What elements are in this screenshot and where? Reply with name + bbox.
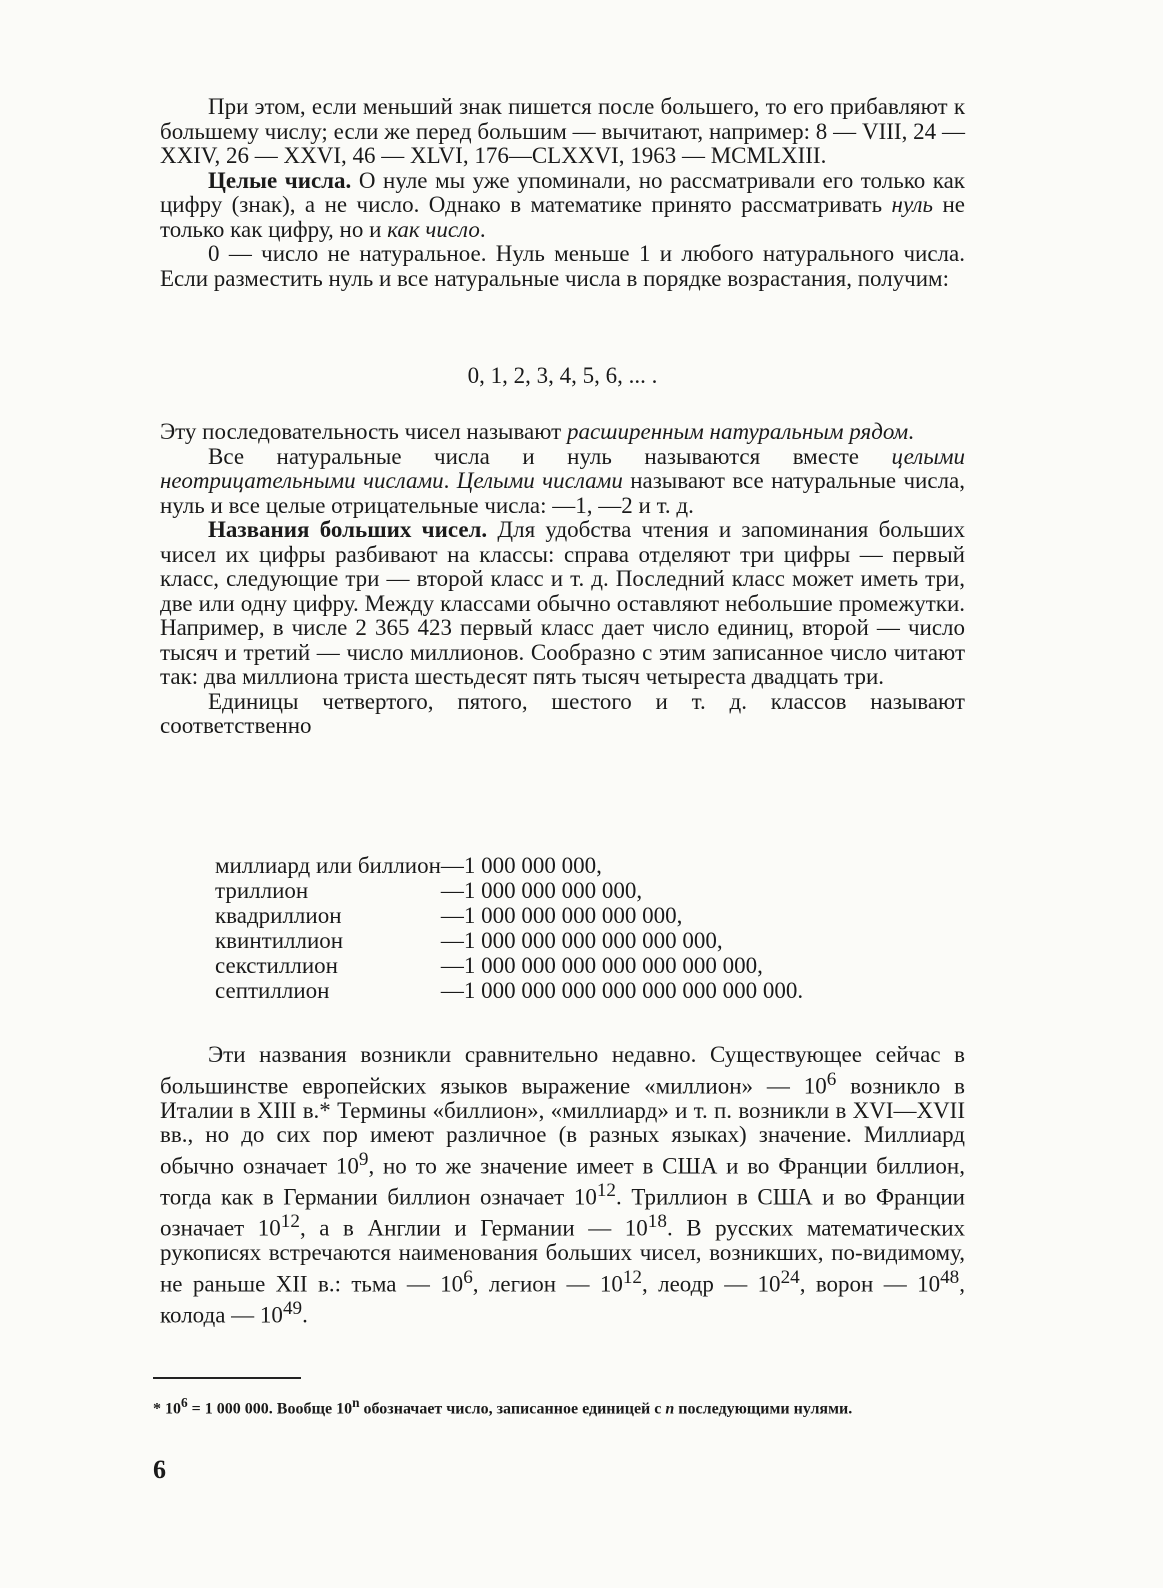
exponent: 12 [596,1179,616,1201]
exponent: 48 [940,1266,960,1288]
nonnegative-paragraph [160,445,965,519]
nonneg-text-b: . [443,468,457,493]
zero-term: нуль [891,192,934,217]
exponent: 24 [780,1266,800,1288]
unit-name: триллион [215,878,309,903]
exponent: 9 [358,1148,369,1170]
exponent: 49 [282,1297,303,1319]
text-block-top [160,95,965,291]
unit-dash: — [440,953,464,978]
nonneg-text-c: называют все натуральные числа, нуль и все целые отрицательные числа: —1, —2 и т. д. [160,468,966,518]
unit-name: квадриллион [215,903,342,928]
nonneg-text-a: Все натуральные числа и нуль называются вместе [208,443,892,469]
page-number: 6 [153,1455,166,1484]
history-text: , но то же значение имеет в США и во Франции биллион, тогда как в Германии биллион означает 10 [160,1153,965,1210]
history-text: Эти названия возникли сравнительно недавно. Существующее сейчас в большинстве европейских языков выражение «миллион» — 10 [160,1042,965,1099]
number-term: как число [387,216,480,242]
exponent: 12 [280,1210,300,1232]
history-text: . [302,1302,308,1328]
history-text: , а в Англии и Германии — 10 [299,1215,648,1241]
footnote-divider [153,1377,301,1379]
integers-text-a: О нуле мы уже упоминали, но рассматривали его только как цифру (знак), а не число. Однако в математике принято рассматривать [160,167,965,217]
unit-value: 1 000 000 000 000, [463,878,643,903]
integers-text-b: не только как цифру, но и [160,192,965,242]
footnote-text: = 1 000 000. Вообще 10 [187,1400,353,1418]
zero-paragraph: 0 — число не натуральное. Нуль меньше 1 и любого натурального числа. Если разместить нуль и все натуральные числа в порядке возрастания, получим: [160,241,965,291]
unit-dash: — [440,978,464,1003]
number-names-table [215,853,803,1003]
unit-value: 1 000 000 000, [463,853,602,878]
exponent: 12 [622,1266,642,1288]
roman-numerals-paragraph: При этом, если меньший знак пишется после большего, то его прибавляют к большему числу; если же перед большим — вычитают, например: 8 — VIII, 24 — XXIV, 26 — XXVI, 46 — XLVI, 176—CLXXVI, 1963 — MCMLXIII. [160,94,965,168]
text-block-middle [160,420,965,739]
extended-term: расширенным натуральным рядом [566,419,909,444]
unit-value: 1 000 000 000 000 000, [463,903,683,928]
footnote-variable: n [665,1400,675,1418]
unit-value: 1 000 000 000 000 000 000 000 000. [463,978,804,1003]
history-text: возникло в Италии в XIII в.* Термины «биллион», «миллиард» и т. п. возникли в XVI—XVII вв., но до сих пор имеют различное (в разных языках) значение. Миллиард обычно означает 10 [160,1073,965,1179]
integers-paragraph [160,169,965,243]
integers-heading: Целые числа. [208,167,352,193]
unit-name: септиллион [215,978,330,1003]
table-row [215,953,803,978]
unit-name: квинтиллион [215,928,344,953]
extended-text: Эту последовательность чисел называют [160,419,567,444]
large-numbers-heading: Названия больших чисел. [208,517,488,542]
number-sequence: 0, 1, 2, 3, 4, 5, 6, ... . [467,363,658,388]
unit-name: секстиллион [215,953,338,978]
table-row [215,903,803,928]
unit-dash: — [440,903,464,928]
table-row [215,978,803,1003]
footnote-text: обозначает число, записанное единицей с [359,1400,666,1418]
history-text: . Триллион в США и во Франции означает 10 [160,1184,965,1241]
footnote-text: последующими нулями. [674,1400,853,1418]
history-text: , колода — 10 [160,1271,965,1328]
unit-dash: — [440,878,464,903]
exponent: n [352,1395,360,1410]
exponent: 6 [181,1395,188,1410]
unit-value: 1 000 000 000 000 000 000, [463,928,723,953]
large-numbers-text: Для удобства чтения и запоминания больших чисел их цифры разбивают на классы: справа отделяют три цифры — первый класс, следующие три — второй класс и т. д. Последний класс может иметь три, две или одну цифру. Между классами обычно оставляют небольшие промежутки. Например, в числе 2 365 423 первый класс дает число единиц, второй — число тысяч и третий — число миллионов. Сообразно с этим записанное число читают так: два миллиона триста шестьдесят пять тысяч четыреста двадцать три. [160,517,965,689]
integers-term: Целыми числами [456,468,623,493]
history-paragraph [160,1043,965,1328]
integers-text-c: . [479,216,486,242]
large-numbers-paragraph [160,518,965,690]
nonnegative-term: целыми неотрицательными числами [160,443,965,493]
unit-name: миллиард или биллион [215,853,441,878]
footnote-text: * 10 [153,1400,181,1418]
exponent: 18 [647,1210,667,1232]
extended-series-paragraph [160,420,965,445]
unit-dash: — [440,853,464,878]
table-row [215,853,803,878]
history-text: . В русских математических рукописях встречаются наименования больших чисел, возникших, по-видимому, не раньше XII в.: тьма — 10 [160,1215,966,1297]
unit-value: 1 000 000 000 000 000 000 000, [463,953,763,978]
history-text: , ворон — 10 [799,1271,941,1297]
exponent: 6 [826,1068,837,1090]
footnote [153,1393,965,1419]
history-text: , леодр — 10 [642,1271,781,1297]
exponent: 6 [463,1266,473,1288]
text-block-bottom [160,1043,965,1328]
table-row [215,928,803,953]
classes-paragraph: Единицы четвертого, пятого, шестого и т. д. классов называют соответственно [160,688,965,738]
unit-dash: — [440,928,464,953]
table-row [215,878,803,903]
history-text: , легион — 10 [472,1271,623,1297]
extended-end: . [908,419,914,444]
